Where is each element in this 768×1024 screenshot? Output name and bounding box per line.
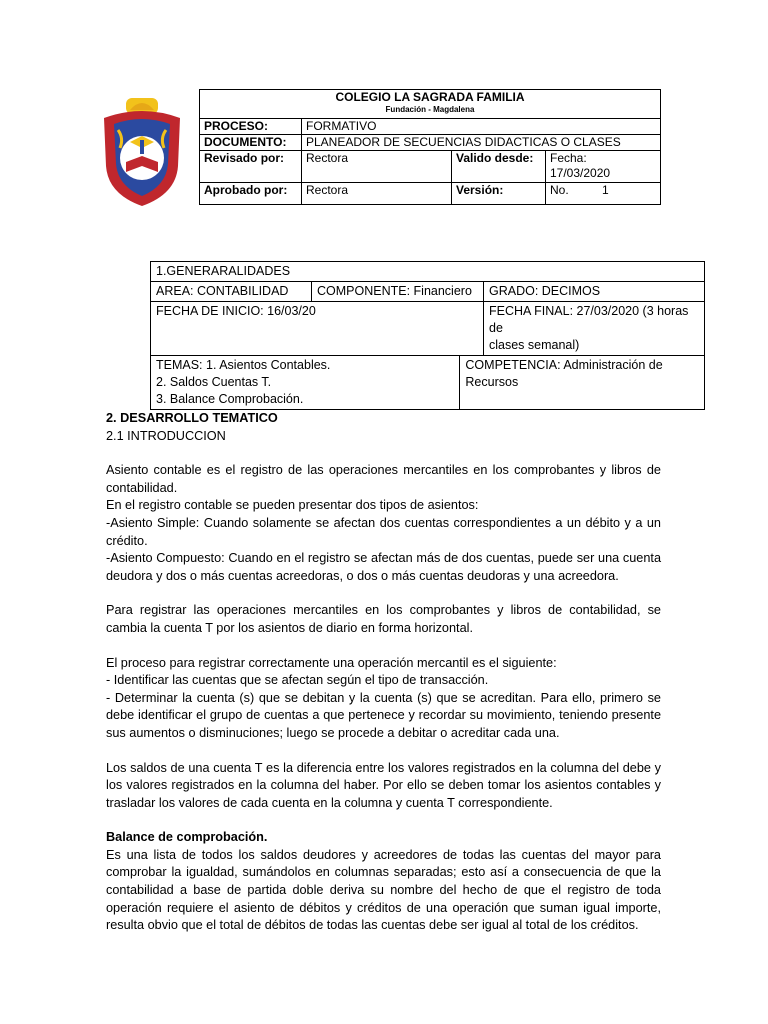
temas-line1: TEMAS: 1. Asientos Contables. <box>156 358 331 372</box>
paragraph: Es una lista de todos los saldos deudores y acreedores de todas las cuentas del mayor para comprobar la igualdad, sumándolos en columnas separadas; esto así a consecuencia de que la contabilidad a base de partida doble deriva su nombre del hecho de que el registro de toda operación requiere el asiento de débitos y créditos de una operación que suman igual importe, resulta obvio que el total de débitos de todas las cuentas debe ser igual al total de los créditos. <box>106 847 661 933</box>
paragraph: Para registrar las operaciones mercantiles en los comprobantes y libros de contabilidad, se cambia la cuenta T por los asientos de diario en forma horizontal. <box>106 603 661 635</box>
componente-cell: COMPONENTE: Financiero <box>312 282 484 302</box>
version-value: No. 1 <box>546 183 661 205</box>
balance-heading: Balance de comprobación. <box>106 830 268 845</box>
fecha-final-line2: clases semanal) <box>489 338 580 352</box>
paragraph: - Determinar la cuenta (s) que se debitan y la cuenta (s) que se acreditan. Para ello, primero se debe identificar el grupo de cuentas a que pertenece y recordar su movimiento, teniendo presente sus aumentos o disminuciones; luego se procede a debitar o acreditar cada una. <box>106 690 661 740</box>
school-name: COLEGIO LA SAGRADA FAMILIA <box>335 90 525 104</box>
paragraph: Los saldos de una cuenta T es la diferencia entre los valores registrados en la columna del debe y los valores registrados en la columna del haber. Por ello se deben tomar los asientos contables y trasladar los valores de cada cuenta en la columna y cuenta T correspondiente. <box>106 760 661 810</box>
school-title-cell <box>200 90 661 119</box>
foundation-name: Fundación - Magdalena <box>385 105 475 114</box>
generalidades-table <box>150 261 705 410</box>
documento-label: DOCUMENTO: <box>200 135 302 151</box>
proceso-value: FORMATIVO <box>302 119 661 135</box>
paragraph: Asiento contable es el registro de las operaciones mercantiles en los comprobantes y libros de contabilidad. <box>106 463 661 495</box>
document-body <box>106 410 661 935</box>
subsection-heading: 2.1 INTRODUCCION <box>106 428 226 443</box>
paragraph: En el registro contable se pueden presentar dos tipos de asientos: <box>106 498 479 513</box>
fecha-final-cell <box>484 302 705 356</box>
paragraph: -Asiento Simple: Cuando solamente se afectan dos cuentas correspondientes a un débito y a un crédito. <box>106 515 661 548</box>
temas-line3: 3. Balance Comprobación. <box>156 392 304 406</box>
section-heading: 2. DESARROLLO TEMATICO <box>106 411 278 425</box>
temas-cell <box>151 356 460 410</box>
valido-value-line2: 17/03/2020 <box>550 166 611 180</box>
valido-label: Valido desde: <box>452 151 546 183</box>
competencia-cell: COMPETENCIA: Administración de Recursos <box>460 356 705 410</box>
revisado-value: Rectora <box>302 151 452 183</box>
paragraph: -Asiento Compuesto: Cuando en el registro se afectan más de dos cuentas, puede ser una cuenta deudora y dos o más cuentas acreedoras, o dos o más cuentas deudoras y una acreedora. <box>106 551 661 583</box>
paragraph: El proceso para registrar correctamente una operación mercantil es el siguiente: <box>106 655 557 670</box>
aprobado-label: Aprobado por: <box>200 183 302 205</box>
paragraph: - Identificar las cuentas que se afectan según el tipo de transacción. <box>106 673 489 688</box>
version-label: Versión: <box>452 183 546 205</box>
fecha-inicio-cell: FECHA DE INICIO: 16/03/20 <box>151 302 484 356</box>
area-cell: AREA: CONTABILIDAD <box>151 282 312 302</box>
documento-value: PLANEADOR DE SECUENCIAS DIDACTICAS O CLASES <box>302 135 661 151</box>
revisado-label: Revisado por: <box>200 151 302 183</box>
generalidades-title: 1.GENERARALIDADES <box>151 262 705 282</box>
valido-value <box>546 151 661 183</box>
grado-cell: GRADO: DECIMOS <box>484 282 705 302</box>
aprobado-value: Rectora <box>302 183 452 205</box>
fecha-final-line1: FECHA FINAL: 27/03/2020 (3 horas de <box>489 304 689 335</box>
document-header-table <box>199 89 661 205</box>
proceso-label: PROCESO: <box>200 119 302 135</box>
school-crest-logo <box>100 96 184 208</box>
valido-value-line1: Fecha: <box>550 151 587 165</box>
temas-line2: 2. Saldos Cuentas T. <box>156 375 272 389</box>
